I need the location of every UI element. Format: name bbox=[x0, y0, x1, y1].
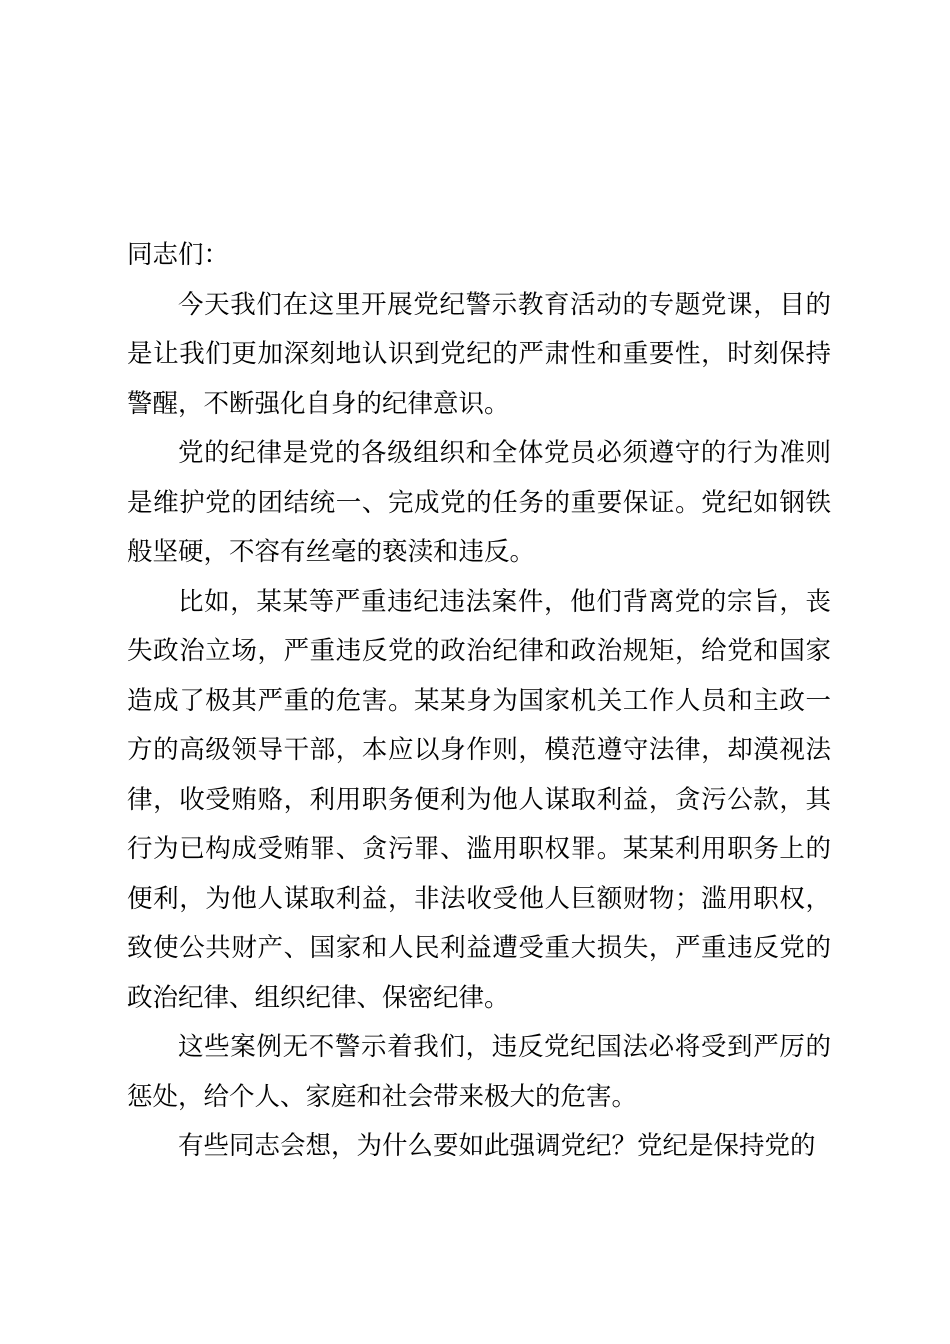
salutation: 同志们： bbox=[127, 240, 230, 270]
paragraph-warning: 这些案例无不警示着我们，违反党纪国法必将受到严厉的惩处，给个人、家庭和社会带来极大的危害。 bbox=[127, 1032, 831, 1112]
paragraph-case-example: 比如，某某等严重违纪违法案件，他们背离党的宗旨，丧失政治立场，严重违反党的政治纪律和政治规矩，给党和国家造成了极其严重的危害。某某身为国家机关工作人员和主政一方的高级领导干部，本应以身作则，模范遵守法律，却漠视法律，收受贿赂，利用职务便利为他人谋取利益，贪污公款，其行为已构成受贿罪、贪污罪、滥用职权罪。某某利用职务上的便利，为他人谋取利益，非法收受他人巨额财物；滥用职权，致使公共财产、国家和人民利益遭受重大损失，严重违反党的政治纪律、组织纪律、保密纪律。 bbox=[127, 586, 831, 1013]
document-body bbox=[127, 231, 831, 1172]
paragraph-intro: 今天我们在这里开展党纪警示教育活动的专题党课，目的是让我们更加深刻地认识到党纪的严肃性和重要性，时刻保持警醒，不断强化自身的纪律意识。 bbox=[127, 289, 831, 419]
paragraph-question: 有些同志会想，为什么要如此强调党纪？党纪是保持党的 bbox=[178, 1131, 816, 1161]
paragraph-discipline-definition: 党的纪律是党的各级组织和全体党员必须遵守的行为准则是维护党的团结统一、完成党的任务的重要保证。党纪如钢铁般坚硬，不容有丝毫的亵渎和违反。 bbox=[127, 438, 831, 567]
